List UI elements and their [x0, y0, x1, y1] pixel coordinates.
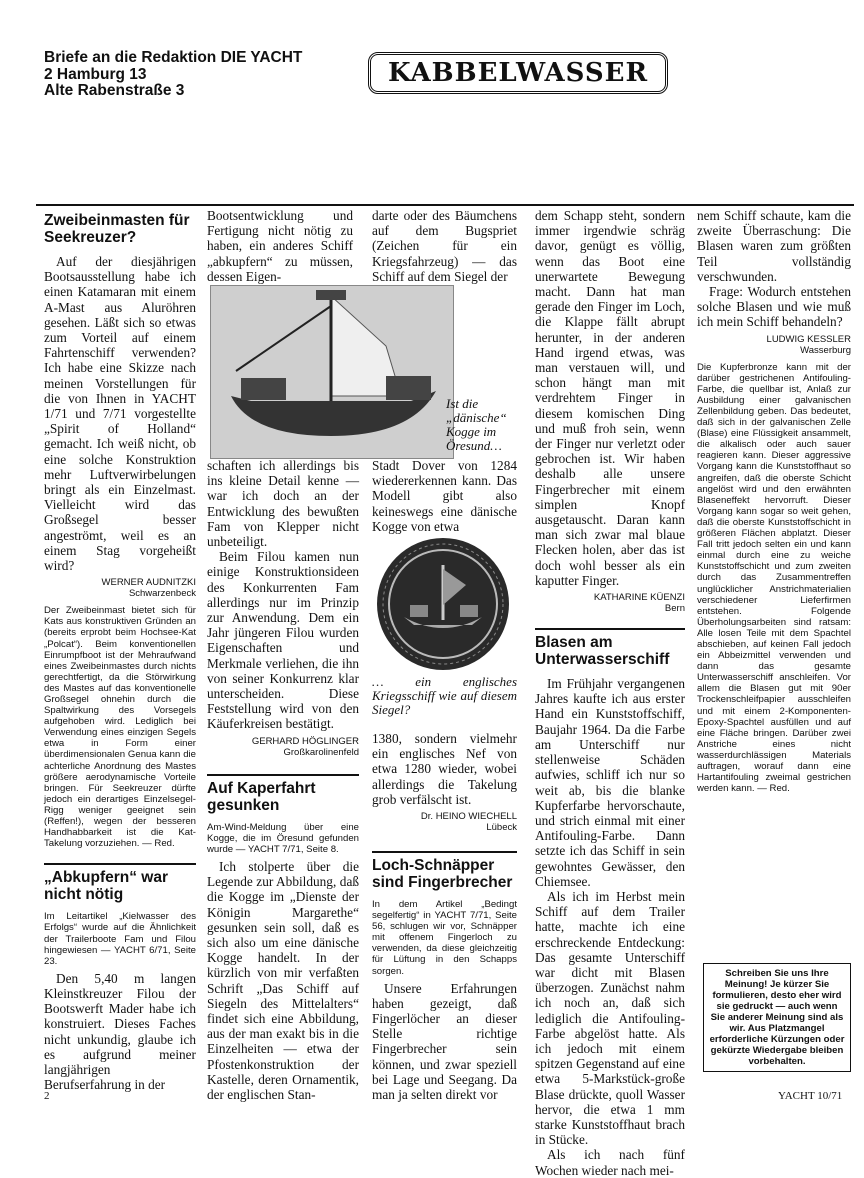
letter-hoeglinger-start: Den 5,40 m langen Kleinstkreuzer Filou der Bootswerft Mader habe ich konstruiert. Dieses Faches nicht unkundig, glaube ich es aufgrund meiner langjährigen Berufserfahrung in der	[44, 970, 196, 1093]
masthead-line1: Briefe an die Redaktion DIE YACHT	[44, 49, 303, 66]
signature-kuenzi: KATHARINE KÜENZI Bern	[593, 592, 685, 615]
headline-zweibeinmasten: Zweibeinmasten für Seekreuzer?	[44, 212, 190, 246]
issue-label: YACHT 10/71	[778, 1090, 843, 1102]
letter-wiechell-start: darte oder des Bäumchens auf dem Bugspriet (Zeichen für ein Kriegsfahrzeug) — das Schiff auf dem Siegel der	[372, 208, 517, 284]
kogge-model-photo	[210, 285, 454, 459]
letter-hoeglinger-end: Beim Filou kamen nun einige Konstruktionsideen des Konkurrenten Fam allerdings nur im Prinzip zur Anwendung. Dem ein Jahr jüngeren Filou wurden Eigenschaften und Merkmale verliehen, die ihn von seiner Konkurrenz klar unterscheiden. Diese Feststellung wird von den Käuferkreisen bestätigt.	[207, 549, 359, 732]
headline-loch-schnaepper: Loch-Schnäpper sind Fingerbrecher	[372, 851, 517, 891]
header-rule	[36, 204, 854, 206]
logo-text: KABBELWASSER	[387, 58, 649, 88]
letter-wiechell-end: 1380, sondern vielmehr ein englisches Nef von etwa 1280 wieder, wobei allerdings die Takelung grob verfälscht ist.	[372, 731, 517, 807]
signature-hoeglinger: GERHARD HÖGLINGER Großkarolinenfeld	[251, 735, 359, 758]
masthead-address	[44, 50, 302, 100]
letter-hoeglinger-cont: Bootsentwicklung und Fertigung nicht nötig zu haben, ein anderes Schiff „abkupfern“ zu müssen, dessen Eigen-	[207, 208, 353, 284]
signature-wiechell: Dr. HEINO WIECHELL Lübeck	[420, 811, 517, 834]
seal-caption: … ein englisches Kriegsschiff wie auf diesem Siegel?	[372, 674, 517, 717]
signature-audnitzki: WERNER AUDNITZKI Schwarzenbeck	[101, 577, 196, 600]
lead-kaperfahrt: Am-Wind-Meldung über eine Kogge, die im Öresund gefunden wurde — YACHT 7/71, Seite 8.	[207, 821, 359, 855]
letter-audnitzki: Auf der diesjährigen Bootsausstellung habe ich einen Katamaran mit einem A-Mast aus Aluröhren gesehen. Läßt sich so etwas zum Vorteil auf einem Fahrtenschiff verwenden? Ich habe eine Skizze nach meinen Vorstellungen für die von Ihnen in YACHT 1/71 und 7/71 vorgestellte „Spirit of Holland“ gemacht. Ich weiß nicht, ob eine solche Konstruktion mehr Luftverwirbelungen bringt als ein Einzelmast. Vielleicht wird das Großsegel besser angeströmt, weil es an einem Stag vorgeheißt wird?	[44, 254, 196, 574]
letter-kessler-3: Als ich nach fünf Wochen wieder nach mei-	[535, 1147, 685, 1178]
editor-reply-1: Der Zweibeinmast bietet sich für Kats aus konstruktiven Gründen an (bereits erprobt beim Hochsee-Kat „Polcat“). Beim konventionellen Einrumpfboot ist der Mehraufwand eines Zweibeinmastes durch nichts gerechtfertigt, da die Störwirkung des Mastes auf das konventionelle Großsegel ohnehin durch die Spaltwirkung des Vorsegels aufgehoben wird. Lediglich bei Verwendung eines einzigen Segels etwa in Form einer überdimensionalen Genua kann die achterliche Anordnung des Mastes größere aerodynamische Vorteile bringen. Für Seekreuzer dürfte jedoch ein derartiges Einzelsegel-Rigg weniger geeignet sein (Reffen!), wegen der besseren Handhabbarkeit ist die Kat-Takelung vorzuziehen. — Red.	[44, 605, 196, 850]
dover-seal-photo	[374, 535, 512, 673]
lead-abkupfern: Im Leitartikel „Kielwasser des Erfolgs“ wurde auf die Ähnlichkeit der Trailerboote Fam und Filou hingewiesen — YACHT 6/71, Seite 23.	[44, 911, 196, 967]
column-2-top	[207, 208, 353, 282]
letter-kessler-question: Frage: Wodurch entstehen solche Blasen und wie muß ich mein Schiff behandeln?	[697, 284, 851, 330]
write-to-us-box: Schreiben Sie uns Ihre Meinung! Je kürzer Sie formulieren, desto eher wird sie gedruckt — auch wenn Sie anderer Meinung sind als wir. Aus Platzmangel erforderliche Kürzungen oder gekürzte Wiedergabe bleiben vorbehalten.	[703, 963, 851, 1072]
masthead-line2: 2 Hamburg 13	[44, 65, 147, 83]
letter-kuenzi-start: Unsere Erfahrungen haben gezeigt, daß Fingerlöcher an dieser Stelle richtige Fingerbrecher sein können, und zwar speziell bei Lage und Seegang. Da man ja selten direkt vor	[372, 980, 517, 1103]
letter-kuenzi-cont: dem Schapp steht, sondern immer irgendwie schräg davor, genügt es völlig, wenn das Boot eine unerwartete Bewegung macht. Dann hat man gerade den Finger im Loch, die Klappe fällt abrupt herunter, in der anderen Hand irgend etwas, was man verstauen will, und schon hängt man mit verdrehtem Finger in diesem komischen Ding und muß froh sein, wenn der Finger nur verletzt oder gebrochen ist. Wir haben deshalb alle unsere Fingerbrecher mit einem simplen Knopf ausgetauscht. Daran kann man sich zwar mal blaue Flecken holen, aber das ist doch wohl besser als ein kaputter Finger.	[535, 208, 685, 588]
column-3-top	[372, 208, 517, 282]
ship-caption: Ist die „dänische“ Kogge im Öresund…	[446, 396, 507, 453]
letter-wiechell-mid: Stadt Dover von 1284 wiedererkennen kann. Das Modell gibt also keineswegs eine dänische Kogge von etwa	[372, 458, 517, 534]
letter-kessler-2: Als ich im Herbst mein Schiff auf dem Trailer hatte, machte ich eine erschreckende Entdeckung: Das gesamte Unterschiff war dicht mit Blasen überzogen. Zunächst nahm ich noch an, daß sich lediglich die Antifouling-Farbe abgelöst hatte. Als ich jedoch mit einem spitzen Gegenstand auf eine etwa 5-Markstück-große Blase drückte, quoll Wasser hervor, die etwa 1 mm starke Kunststoffhaut brach in Stücke.	[535, 888, 685, 1148]
kabbelwasser-logo	[368, 52, 668, 94]
letter-kessler-cont: nem Schiff schaute, kam die zweite Überraschung: Die Blasen waren zum größten Teil vollständig verschwunden.	[697, 208, 851, 284]
lead-loch-schnaepper: In dem Artikel „Bedingt segelfertig“ in YACHT 7/71, Seite 56, schlugen wir vor, Schnäpper mit offenem Fingerloch zu verwenden, da diese gleichzeitig für Lüftung in den Schapps sorgen.	[372, 899, 517, 977]
headline-blasen: Blasen am Unterwasserschiff	[535, 628, 685, 668]
ship-icon	[211, 286, 453, 458]
editor-reply-blasen: Die Kupferbronze kann mit der darüber gestrichenen Antifouling-Farbe, die quellbar ist, Anlaß zur Ausbildung einer galvanischen Zellenbildung geben. Das bedeutet, daß sich in der galvanischen Zelle (Blase) eine Flüssigkeit ansammelt, die alkalisch oder auch sauer reagieren kann. Dieser aggressive Vorgang kann die Kunststoffhaut so angreifen, daß die oberste Schicht angelöst wird und den erwähnten Blaseneffekt hervorruft. Dieser Vorgang kann sogar so weit gehen, daß die oberste Kunststoffschicht in größeren Flächen abplatzt. Dieser Fall tritt jedoch selten ein und kann einmal durch eine zu weiche Kunststoffschicht und zum zweiten durch das Zusammentreffen unglücklicher Anstrichmaterialien verschiedener Lieferfirmen entstehen. Folgende Überholungsarbeiten sind ratsam: Alle losen Teile mit dem Spachtel abschieben, auf keinen Fall jedoch ein Abbeizmittel verwenden und dann das gesamte Unterwasserschiff anschleifen. Vor allem die Blasen gut mit 90er Trockenschleifpapier ausschleifen und mit einem 2-Komponenten-Epoxy-Spachtel ausfüllen und auf eine Fläche bringen. Darüber zwei Anstriche eines nicht wasserdurchlässigen Materials auftragen, worauf dann eine Hartantifouling zweimal gestrichen werden kann. — Red.	[697, 361, 851, 795]
masthead-line3: Alte Rabenstraße 3	[44, 82, 185, 99]
column-3-mid	[372, 458, 517, 534]
headline-abkupfern: „Abkupfern“ war nicht nötig	[44, 863, 196, 903]
letter-hoeglinger-mid: schaften ich allerdings bis ins kleine Detail kenne — war ich doch an der Entwicklung des bewußten Fam von Klepper nicht unbeteiligt.	[207, 458, 359, 550]
page-number: 2	[44, 1090, 50, 1102]
column-5	[697, 208, 851, 958]
letter-kessler-1: Im Frühjahr vergangenen Jahres kaufte ich aus erster Hand ein Kunststoffschiff, Baujahr 1964. Da die Farbe am Unterschiff nur stellenweise Schäden aufwies, schliff ich nur so weit ab, bis die blanke Kupferfarbe hervorschaute, und strich einmal mit einer Antifouling-Farbe. Dann setzte ich das Schiff in sein gewohntes Gewässer, den Chiemsee.	[535, 676, 685, 889]
column-2-bottom	[207, 458, 359, 1102]
column-1	[44, 208, 196, 1093]
column-4	[535, 208, 685, 1178]
letter-wiechell-body: Ich stolperte über die Legende zur Abbildung, daß die Kogge im „Dienste der Königin Margarethe“ gesunken sein soll, daß es sich also um eine dänische Kogge handelt. In der kürzlich von mir verfaßten Schrift „Das Schiff auf Siegeln des Mittelalters“ findet sich eine Abbildung, aus der man exakt bis in die Einzelheiten — etwa der Pfostenkonstruktion der Kastelle, deren Ornamentik, der englischen Stan-	[207, 858, 359, 1102]
column-3-lower	[372, 674, 517, 1103]
headline-kaperfahrt: Auf Kaperfahrt gesunken	[207, 774, 359, 814]
seal-icon	[374, 535, 512, 673]
signature-kessler: LUDWIG KESSLER Wasserburg	[766, 333, 851, 356]
